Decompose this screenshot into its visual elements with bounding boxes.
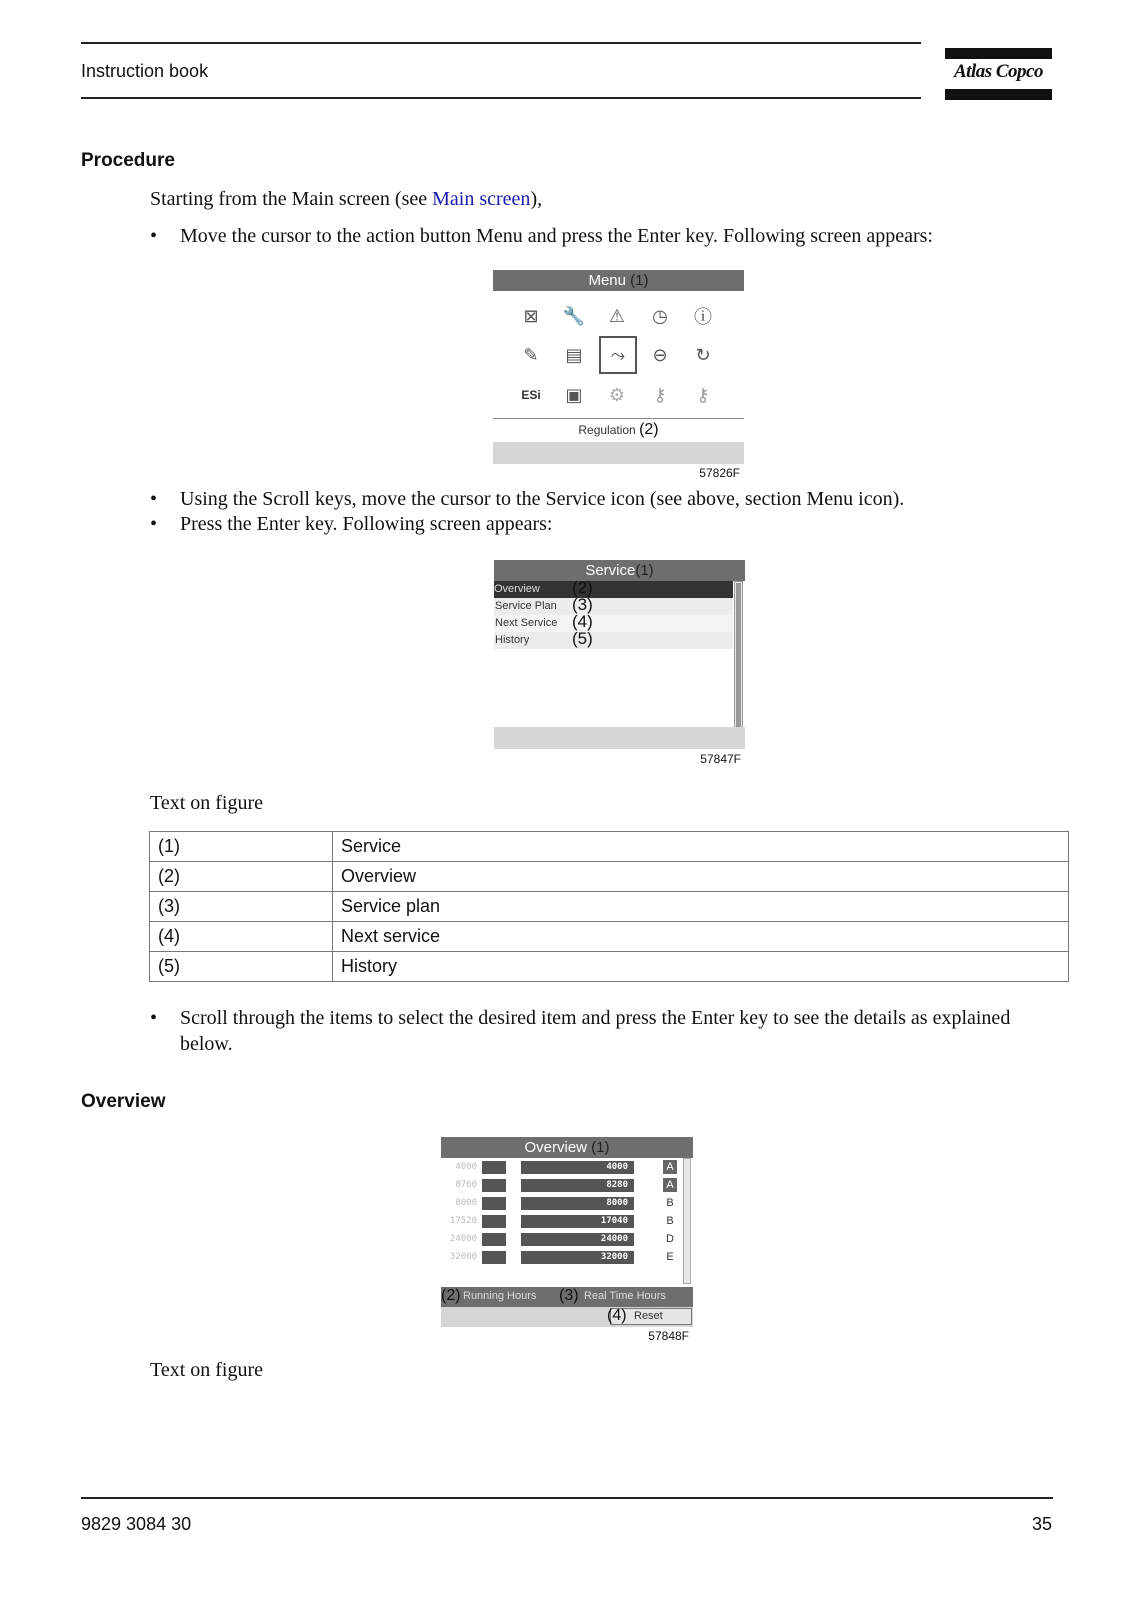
warning-icon: ⚠ bbox=[608, 305, 626, 327]
table-cell-key: (3) bbox=[150, 892, 333, 922]
text-on-figure-table bbox=[149, 831, 1069, 982]
header-title: Instruction book bbox=[81, 61, 209, 81]
procedure-heading: Procedure bbox=[81, 150, 175, 171]
atlas-copco-logo bbox=[945, 48, 1052, 100]
bullet-continuation: below. bbox=[180, 1033, 233, 1055]
overview-status-bar bbox=[441, 1307, 693, 1327]
table-row bbox=[150, 952, 1069, 982]
service-level: A bbox=[663, 1178, 677, 1192]
callout-2: (2) bbox=[639, 421, 659, 438]
interval-value: 8760 bbox=[455, 1180, 477, 1190]
clock-icon: ◷ bbox=[652, 305, 668, 327]
service-level: B bbox=[666, 1215, 674, 1227]
table-cell-key: (2) bbox=[150, 862, 333, 892]
callout-3: (3) bbox=[572, 595, 593, 614]
hours-value: 17040 bbox=[521, 1215, 634, 1228]
table-row bbox=[150, 862, 1069, 892]
interval-value: 4000 bbox=[455, 1162, 477, 1172]
list-item-next-service[interactable] bbox=[494, 612, 733, 632]
save-icon: ▣ bbox=[565, 384, 583, 406]
row-bar bbox=[482, 1179, 506, 1192]
table-cell-key: (5) bbox=[150, 952, 333, 982]
procedure-intro bbox=[150, 187, 542, 211]
callout-1: (1) bbox=[591, 1139, 610, 1156]
list-item-history[interactable] bbox=[494, 629, 733, 649]
service-screen-figure bbox=[494, 560, 745, 766]
row-bar bbox=[482, 1197, 506, 1210]
table-cell-value: Next service bbox=[333, 922, 1069, 952]
row-bar bbox=[482, 1251, 506, 1264]
menu-title-bar bbox=[493, 270, 744, 291]
logo-wordmark: Atlas Copco bbox=[954, 61, 1043, 82]
callout-3: (3) bbox=[559, 1287, 579, 1304]
menu-title: Menu bbox=[588, 272, 626, 289]
callout-2: (2) bbox=[441, 1287, 461, 1304]
interval-value: 24000 bbox=[449, 1234, 477, 1244]
table-cell-value: Service bbox=[333, 832, 1069, 862]
text-on-figure-label: Text on figure bbox=[150, 1359, 264, 1381]
header-top-rule bbox=[81, 42, 921, 44]
scrollbar[interactable] bbox=[734, 581, 743, 745]
table-row bbox=[150, 922, 1069, 952]
settings-tool-icon: ✎ bbox=[523, 344, 539, 366]
real-time-hours-label: Real Time Hours bbox=[584, 1290, 666, 1302]
bullet-text: Press the Enter key. Following screen appears: bbox=[180, 513, 553, 535]
figure-code: 57848F bbox=[648, 1329, 689, 1343]
item-label: Service Plan bbox=[495, 600, 557, 612]
item-label: Next Service bbox=[495, 617, 558, 629]
table-row bbox=[441, 1196, 681, 1211]
table-cell-value: History bbox=[333, 952, 1069, 982]
wrench-icon: 🔧 bbox=[562, 305, 586, 327]
intro-suffix: ), bbox=[530, 188, 543, 210]
document-number: 9829 3084 30 bbox=[81, 1514, 192, 1534]
overview-title: Overview bbox=[524, 1139, 587, 1156]
hours-value: 8000 bbox=[521, 1197, 634, 1210]
table-row bbox=[441, 1232, 681, 1247]
hours-value: 32000 bbox=[521, 1251, 634, 1264]
callout-4: (4) bbox=[607, 1307, 627, 1324]
esi-icon: ESi bbox=[521, 388, 541, 402]
key-settings-icon: ⚷ bbox=[696, 384, 710, 406]
overview-table bbox=[441, 1158, 683, 1286]
reset-label: Reset bbox=[634, 1310, 663, 1322]
interval-value: 8000 bbox=[455, 1198, 477, 1208]
regulation-icon: ⤳ bbox=[599, 336, 637, 374]
page-number: 35 bbox=[1031, 1514, 1052, 1534]
table-row bbox=[441, 1250, 681, 1265]
interval-value: 32000 bbox=[449, 1252, 477, 1262]
counter-icon: ▤ bbox=[565, 344, 583, 366]
service-status-bar bbox=[494, 727, 745, 749]
service-title: Service bbox=[585, 562, 636, 579]
table-row bbox=[441, 1214, 681, 1229]
figure-code: 57826F bbox=[699, 466, 740, 480]
menu-screen-figure bbox=[493, 270, 744, 480]
row-bar bbox=[482, 1161, 506, 1174]
service-level: D bbox=[666, 1233, 674, 1245]
arrow-out-icon: ↻ bbox=[695, 344, 711, 366]
item-label: History bbox=[495, 634, 530, 646]
info-icon: ⓘ bbox=[694, 307, 712, 328]
row-bar bbox=[482, 1233, 506, 1246]
scrollbar[interactable] bbox=[683, 1158, 691, 1284]
callout-2: (2) bbox=[572, 578, 593, 597]
header-bottom-rule bbox=[81, 97, 921, 99]
key-icon: ⚷ bbox=[653, 384, 667, 406]
bullet-text: Move the cursor to the action button Menu and press the Enter key. Following screen appears: bbox=[180, 225, 933, 247]
regulation-label: Regulation bbox=[578, 423, 636, 437]
table-cell-value: Overview bbox=[333, 862, 1069, 892]
table-row bbox=[150, 892, 1069, 922]
gears-icon: ⚙ bbox=[608, 384, 626, 406]
overview-heading: Overview bbox=[81, 1091, 166, 1112]
hours-value: 24000 bbox=[521, 1233, 634, 1246]
hours-value: 4000 bbox=[521, 1161, 634, 1174]
callout-5: (5) bbox=[572, 629, 593, 648]
overview-title-bar bbox=[441, 1137, 693, 1158]
list-item-overview[interactable] bbox=[494, 578, 733, 598]
scrollbar-thumb[interactable] bbox=[736, 583, 741, 743]
overview-column-bar bbox=[441, 1287, 693, 1307]
item-label: Overview bbox=[494, 583, 540, 595]
service-level: A bbox=[663, 1160, 677, 1174]
list-item-service-plan[interactable] bbox=[494, 595, 733, 615]
overview-screen-figure bbox=[441, 1137, 693, 1342]
arrow-in-icon: ⊖ bbox=[652, 344, 668, 366]
service-level: B bbox=[666, 1197, 674, 1209]
bullet-text: Scroll through the items to select the desired item and press the Enter key to see the details as explained bbox=[180, 1007, 1011, 1029]
interval-value: 17520 bbox=[449, 1216, 477, 1226]
menu-footer bbox=[493, 419, 744, 441]
text-on-figure-label: Text on figure bbox=[150, 792, 264, 814]
row-bar bbox=[482, 1215, 506, 1228]
running-hours-label: Running Hours bbox=[463, 1290, 537, 1302]
chart-icon: ⊠ bbox=[523, 305, 539, 327]
intro-prefix: Starting from the Main screen (see bbox=[150, 188, 433, 210]
main-screen-link[interactable]: Main screen bbox=[432, 188, 531, 210]
reset-button[interactable] bbox=[607, 1307, 692, 1325]
table-cell-key: (1) bbox=[150, 832, 333, 862]
footer-rule bbox=[81, 1497, 1053, 1499]
table-cell-value: Service plan bbox=[333, 892, 1069, 922]
callout-4: (4) bbox=[572, 612, 593, 631]
callout-1: (1) bbox=[630, 272, 649, 289]
figure-code: 57847F bbox=[700, 752, 741, 766]
table-row bbox=[441, 1160, 681, 1175]
hours-value: 8280 bbox=[521, 1179, 634, 1192]
callout-1: (1) bbox=[635, 562, 654, 579]
table-row bbox=[150, 832, 1069, 862]
bullet-text: Using the Scroll keys, move the cursor to the Service icon (see above, section Menu icon). bbox=[180, 488, 905, 510]
table-cell-key: (4) bbox=[150, 922, 333, 952]
service-level: E bbox=[666, 1251, 674, 1263]
service-title-bar bbox=[494, 560, 745, 581]
table-row bbox=[441, 1178, 681, 1193]
menu-status-bar bbox=[493, 442, 744, 464]
